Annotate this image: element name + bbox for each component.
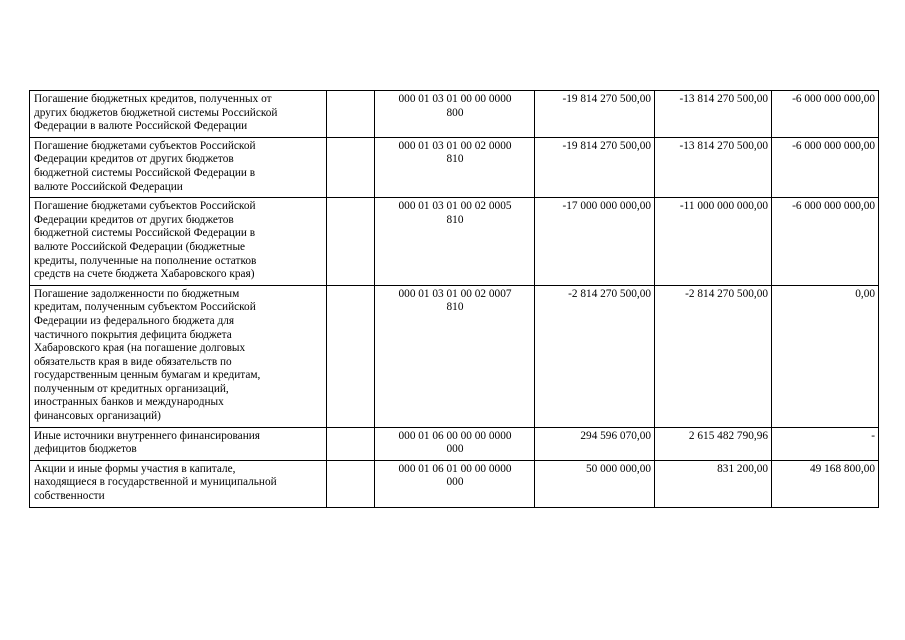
table-row — [30, 137, 879, 197]
classification-code-cell — [375, 91, 535, 138]
table-row — [30, 460, 879, 507]
row-name-cell — [30, 91, 327, 138]
row-name-line: Федерации кредитов от других бюджетов — [34, 213, 234, 226]
row-name-cell — [30, 137, 327, 197]
row-name-line: Акции и иные формы участия в капитале, — [34, 462, 236, 475]
row-name-line: обязательств края в виде обязательств по — [34, 355, 232, 368]
budget-sources-table — [29, 90, 879, 508]
classification-code-cell — [375, 427, 535, 460]
amount-cell-3: 49 168 800,00 — [772, 460, 879, 507]
amount-cell-2: -13 814 270 500,00 — [655, 91, 772, 138]
row-name-line: полученным от кредитных организаций, — [34, 382, 229, 395]
row-name-line: других бюджетов бюджетной системы Российской — [34, 106, 278, 119]
row-name-line: Федерации кредитов от других бюджетов — [34, 153, 234, 166]
classification-code-line: 810 — [446, 153, 464, 166]
amount-cell-1: -19 814 270 500,00 — [535, 91, 655, 138]
amount-cell-1: 294 596 070,00 — [535, 427, 655, 460]
row-name-cell — [30, 285, 327, 427]
amount-cell-1: -19 814 270 500,00 — [535, 137, 655, 197]
empty-cell — [327, 427, 375, 460]
row-name-line: средств на счете бюджета Хабаровского края) — [34, 268, 255, 281]
row-name-line: кредиты, полученные на пополнение остатков — [34, 254, 257, 267]
classification-code-cell — [375, 137, 535, 197]
table-row — [30, 198, 879, 286]
classification-code-cell — [375, 285, 535, 427]
row-name-line: бюджетной системы Российской Федерации в — [34, 166, 256, 179]
row-name-line: валюте Российской Федерации — [34, 180, 183, 193]
classification-code-line: 000 01 06 01 00 00 0000 — [398, 462, 512, 475]
classification-code-line: 000 — [446, 476, 464, 489]
classification-code-line: 000 01 06 00 00 00 0000 — [398, 429, 512, 442]
amount-cell-2: -11 000 000 000,00 — [655, 198, 772, 286]
amount-cell-3: 0,00 — [772, 285, 879, 427]
classification-code-line: 810 — [446, 213, 464, 226]
row-name-line: государственным ценным бумагам и кредитам, — [34, 369, 261, 382]
classification-code-cell — [375, 460, 535, 507]
classification-code-line: 000 01 03 01 00 02 0007 — [398, 287, 512, 300]
row-name-line: дефицитов бюджетов — [34, 443, 137, 456]
amount-cell-3: - — [772, 427, 879, 460]
row-name-line: Иные источники внутреннего финансирования — [34, 429, 260, 442]
row-name-line: Погашение задолженности по бюджетным — [34, 287, 240, 300]
row-name-line: иностранных банков и международных — [34, 396, 224, 409]
row-name-line: Федерации в валюте Российской Федерации — [34, 120, 248, 133]
row-name-line: кредитам, полученным субъектом Российской — [34, 301, 256, 314]
table-row — [30, 285, 879, 427]
classification-code-cell — [375, 198, 535, 286]
classification-code-line: 810 — [446, 301, 464, 314]
row-name-cell — [30, 460, 327, 507]
amount-cell-1: 50 000 000,00 — [535, 460, 655, 507]
empty-cell — [327, 460, 375, 507]
classification-code-line: 000 01 03 01 00 02 0000 — [398, 139, 512, 152]
row-name-line: валюте Российской Федерации (бюджетные — [34, 240, 246, 253]
row-name-line: Федерации из федерального бюджета для — [34, 314, 235, 327]
table-row — [30, 427, 879, 460]
row-name-line: Погашение бюджетных кредитов, полученных от — [34, 93, 272, 105]
row-name-line: собственности — [34, 490, 105, 503]
amount-cell-3: -6 000 000 000,00 — [772, 198, 879, 286]
classification-code-line: 800 — [446, 106, 464, 119]
classification-code-line: 000 — [446, 443, 464, 456]
row-name-line: Хабаровского края (на погашение долговых — [34, 342, 246, 355]
amount-cell-3: -6 000 000 000,00 — [772, 91, 879, 138]
row-name-line: финансовых организаций) — [34, 410, 161, 423]
amount-cell-2: 831 200,00 — [655, 460, 772, 507]
table-row — [30, 91, 879, 138]
row-name-line: находящиеся в государственной и муниципальной — [34, 476, 277, 489]
empty-cell — [327, 285, 375, 427]
empty-cell — [327, 91, 375, 138]
classification-code-line: 000 01 03 01 00 00 0000 — [398, 93, 512, 105]
row-name-cell — [30, 198, 327, 286]
empty-cell — [327, 198, 375, 286]
row-name-cell — [30, 427, 327, 460]
row-name-line: Погашение бюджетами субъектов Российской — [34, 139, 256, 152]
amount-cell-3: -6 000 000 000,00 — [772, 137, 879, 197]
empty-cell — [327, 137, 375, 197]
row-name-line: бюджетной системы Российской Федерации в — [34, 227, 256, 240]
amount-cell-2: 2 615 482 790,96 — [655, 427, 772, 460]
amount-cell-1: -17 000 000 000,00 — [535, 198, 655, 286]
classification-code-line: 000 01 03 01 00 02 0005 — [398, 200, 512, 213]
row-name-line: Погашение бюджетами субъектов Российской — [34, 200, 256, 213]
amount-cell-1: -2 814 270 500,00 — [535, 285, 655, 427]
amount-cell-2: -2 814 270 500,00 — [655, 285, 772, 427]
amount-cell-2: -13 814 270 500,00 — [655, 137, 772, 197]
row-name-line: частичного покрытия дефицита бюджета — [34, 328, 232, 341]
